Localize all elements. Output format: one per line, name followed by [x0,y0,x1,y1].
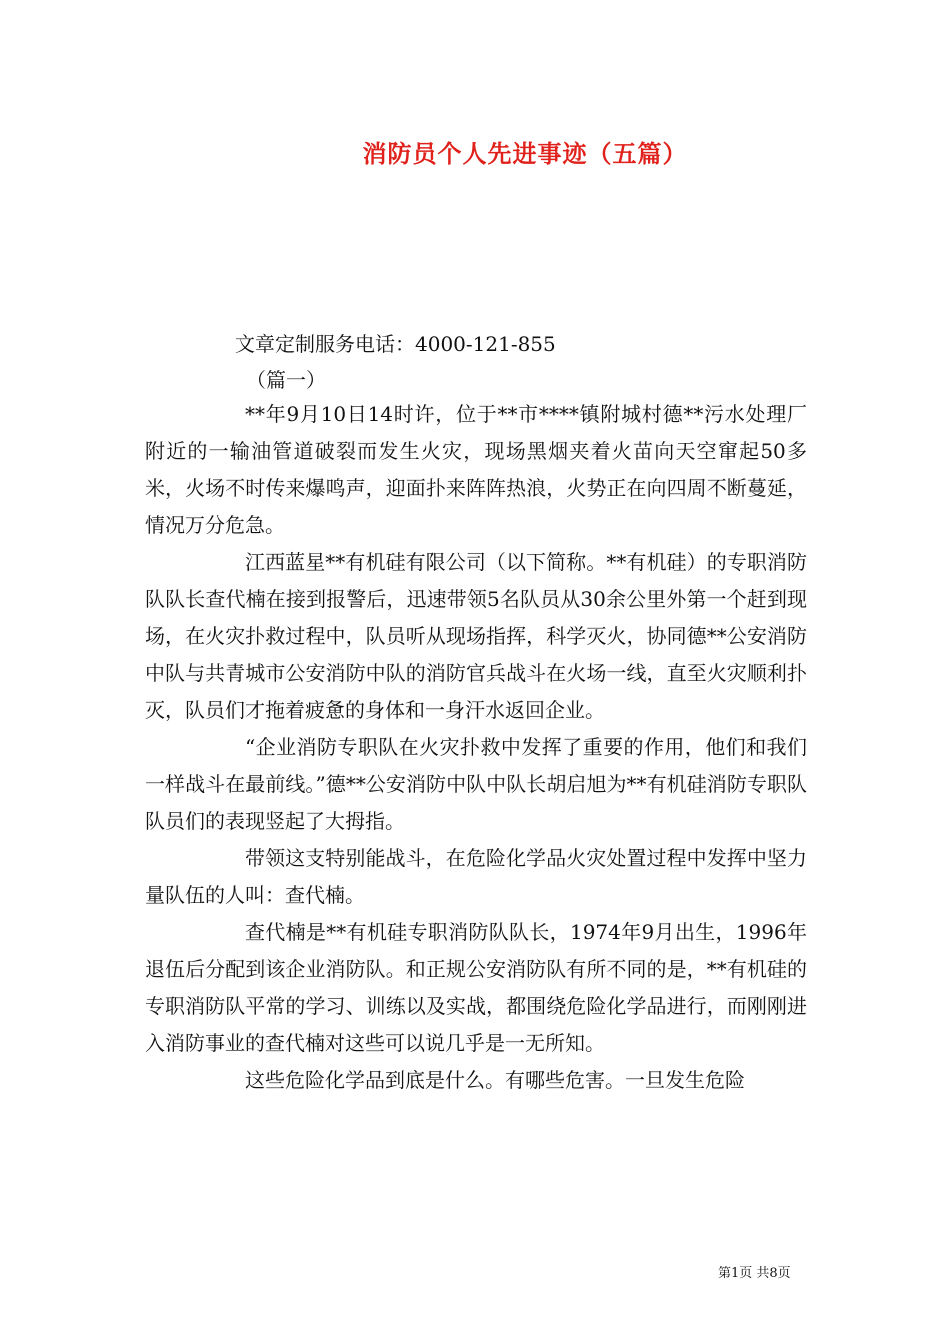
paragraph-1: **年9月10日14时许，位于**市****镇附城村德**污水处理厂附近的一输油管道破裂而发生火灾，现场黑烟夹着火苗向天空窜起50多米，火场不时传来爆鸣声，迎面扑来阵阵热浪，火势正在向四周不断蔓延，情况万分危急。 [145,402,807,537]
service-phone-line: 文章定制服务电话：4000-121-855 [235,332,556,356]
paragraph-3: “企业消防专职队在火灾扑救中发挥了重要的作用，他们和我们一样战斗在最前线。”德**公安消防中队中队长胡启旭为**有机硅消防专职队队员们的表现竖起了大拇指。 [145,735,807,833]
paragraph-6: 这些危险化学品到底是什么。有哪些危害。一旦发生危险 [245,1068,745,1092]
paragraph-5: 查代楠是**有机硅专职消防队队长，1974年9月出生，1996年退伍后分配到该企业消防队。和正规公安消防队有所不同的是，**有机硅的专职消防队平常的学习、训练以及实战，都围绕危险化学品进行，而刚刚进入消防事业的查代楠对这些可以说几乎是一无所知。 [145,920,807,1055]
paragraph-4: 带领这支特别能战斗，在危险化学品火灾处置过程中发挥中坚力量队伍的人叫：查代楠。 [145,846,807,907]
document-title: 消防员个人先进事迹（五篇） [362,139,688,168]
page-number-footer: 第1页 共8页 [718,1266,791,1281]
section-heading: （篇一） [246,368,326,392]
paragraph-2: 江西蓝星**有机硅有限公司（以下简称。**有机硅）的专职消防队队长查代楠在接到报警后，迅速带领5名队员从30余公里外第一个赶到现场，在火灾扑救过程中，队员听从现场指挥，科学灭火，协同德**公安消防中队与共青城市公安消防中队的消防官兵战斗在火场一线，直至火灾顺利扑灭，队员们才拖着疲惫的身体和一身汗水返回企业。 [145,550,807,722]
article-body [145,396,807,1099]
